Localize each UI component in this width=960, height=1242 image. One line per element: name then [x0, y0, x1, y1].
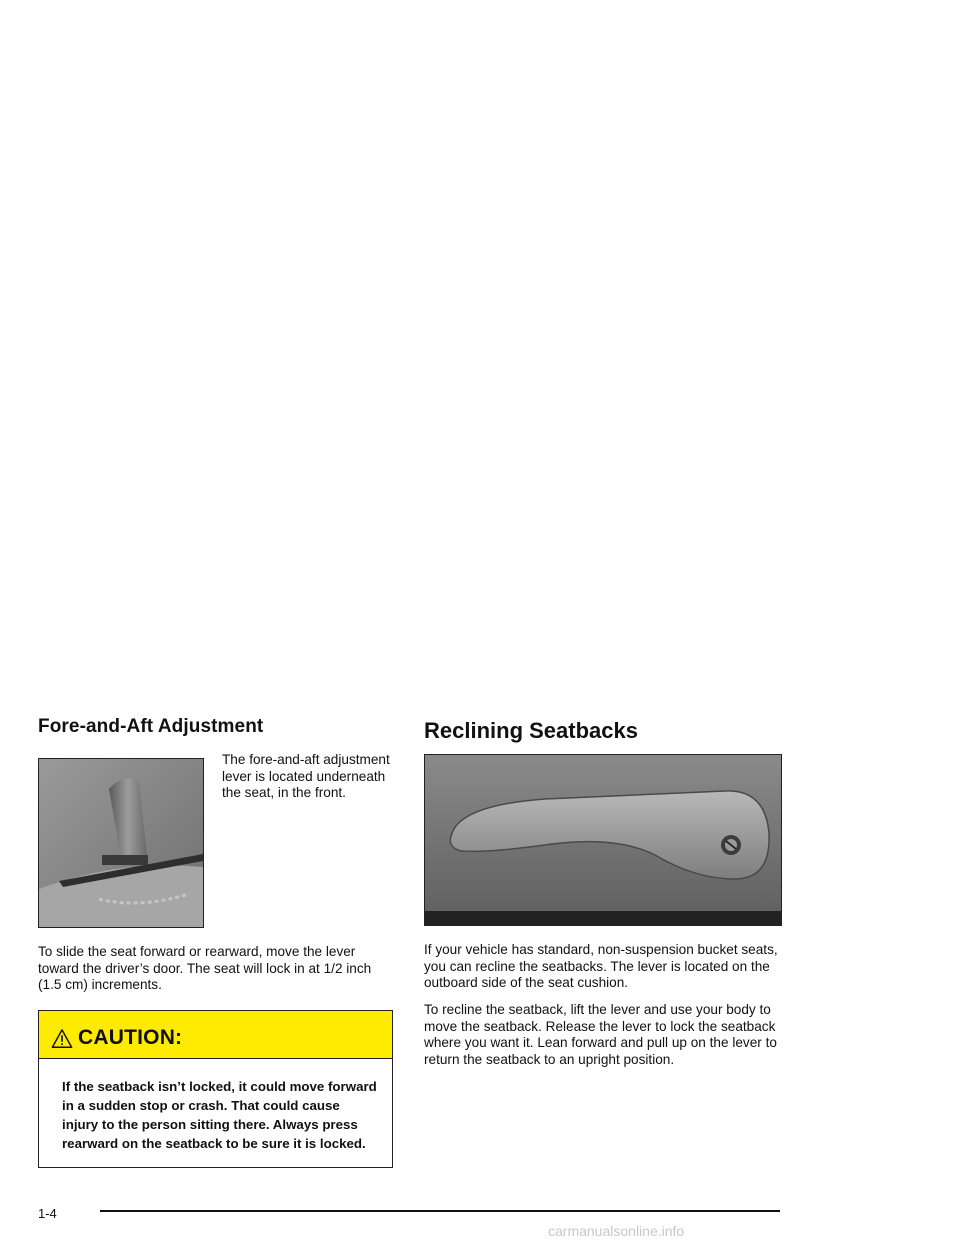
section-title-fore-aft: Fore-and-Aft Adjustment	[38, 716, 264, 737]
caution-header	[39, 1011, 392, 1059]
fore-aft-lever-photo	[38, 758, 204, 928]
reclining-paragraph-2: To recline the seatback, lift the lever and use your body to move the seatback. Release the lever to lock the seatback where you want it. Lean forward and pull up on the lever to return the seatback to an upright position.	[424, 1002, 777, 1067]
fore-aft-side-text: The fore-and-aft adjustment lever is located underneath the seat, in the front.	[222, 752, 390, 800]
section-title-reclining: Reclining Seatbacks	[424, 718, 638, 743]
page-number: 1-4	[38, 1206, 57, 1221]
recline-lever-photo	[424, 754, 782, 926]
warning-triangle-icon	[51, 1028, 73, 1050]
fore-aft-body-text: To slide the seat forward or rearward, move the lever toward the driver’s door. The seat will lock in at 1/2 inch (1.5 cm) increments.	[38, 944, 372, 993]
caution-box	[38, 1010, 393, 1168]
caution-text: If the seatback isn’t locked, it could move forward in a sudden stop or crash. That could cause injury to the person sitting there. Always press rearward on the seatback to be sure it is locked.	[62, 1079, 377, 1151]
watermark: carmanualsonline.info	[548, 1223, 685, 1239]
reclining-paragraph-1: If your vehicle has standard, non-suspension bucket seats, you can recline the seatbacks. The lever is located on the outboard side of the seat cushion.	[424, 942, 778, 991]
footer-rule	[100, 1210, 780, 1212]
caution-label: CAUTION:	[78, 1026, 183, 1049]
